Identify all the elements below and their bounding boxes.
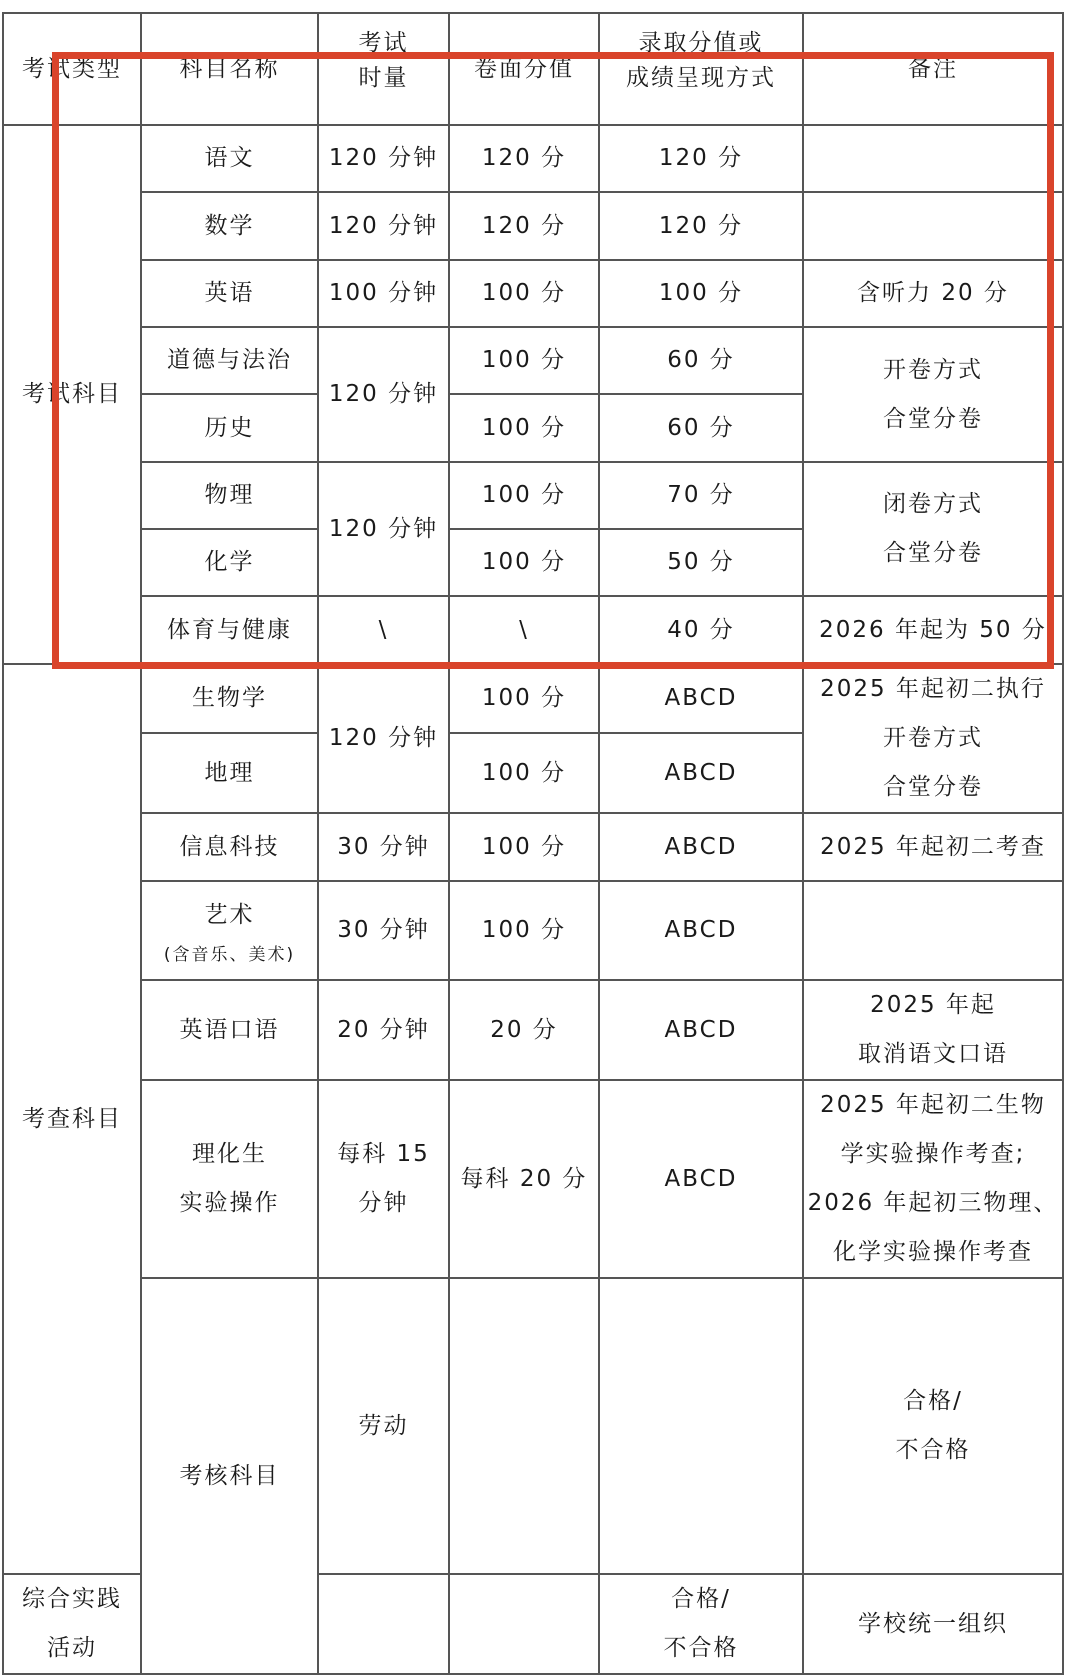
subject-cell: 物理 [141,462,318,529]
subject-cell: 历史 [141,394,318,462]
duration-cell: 120 分钟 [318,327,449,462]
note-cell: 2026 年起为 50 分 [803,596,1063,664]
header-duration: 考试 时量 [318,13,449,125]
score-cell: 100 分 [449,260,599,327]
note-cell: 闭卷方式 合堂分卷 [803,462,1063,596]
result-cell: ABCD [599,1080,803,1278]
score-cell [599,1278,803,1574]
duration-cell: 100 分钟 [318,260,449,327]
table-row [3,327,1063,394]
note-cell [803,125,1063,192]
duration-cell: 每科 15 分钟 [318,1080,449,1278]
result-cell: 合格/ 不合格 [803,1278,1063,1574]
result-cell: 70 分 [599,462,803,529]
subject-cell: 数学 [141,192,318,260]
result-cell: ABCD [599,881,803,980]
subject-cell: 英语口语 [141,980,318,1080]
duration-cell: 120 分钟 [318,192,449,260]
score-cell: 20 分 [449,980,599,1080]
score-cell: 每科 20 分 [449,1080,599,1278]
score-cell [449,1574,599,1674]
score-cell: 100 分 [449,664,599,733]
subject-cell: 化学 [141,529,318,596]
duration-cell: \ [318,596,449,664]
duration-cell: 20 分钟 [318,980,449,1080]
subject-cell: 地理 [141,733,318,813]
subject-cell: 艺术 (含音乐、美术) [141,881,318,980]
result-cell: ABCD [599,813,803,881]
subject-cell: 道德与法治 [141,327,318,394]
note-cell: 含听力 20 分 [803,260,1063,327]
score-cell: 100 分 [449,733,599,813]
duration-cell: 120 分钟 [318,462,449,596]
score-cell: 120 分 [449,192,599,260]
subject-cell: 信息科技 [141,813,318,881]
result-cell: 50 分 [599,529,803,596]
table-row [3,1080,1063,1278]
note-cell: 开卷方式 合堂分卷 [803,327,1063,462]
score-cell: 100 分 [449,462,599,529]
duration-cell: 30 分钟 [318,881,449,980]
result-cell: 60 分 [599,394,803,462]
result-cell: ABCD [599,733,803,813]
result-cell: 120 分 [599,125,803,192]
score-cell: 120 分 [449,125,599,192]
duration-cell [318,1574,449,1674]
duration-cell [449,1278,599,1574]
group-check: 考查科目 [3,664,141,1574]
table-row [3,813,1063,881]
score-cell: 100 分 [449,813,599,881]
header-result: 录取分值或 成绩呈现方式 [599,13,803,125]
table-row [3,1278,1063,1574]
note-cell: 2025 年起初二考查 [803,813,1063,881]
result-cell: 60 分 [599,327,803,394]
table-row [3,260,1063,327]
score-cell: 100 分 [449,529,599,596]
group-exam: 考试科目 [3,125,141,664]
note-cell: 2025 年起初二生物 学实验操作考查; 2026 年起初三物理、 化学实验操作考查 [803,1080,1063,1278]
result-cell: 40 分 [599,596,803,664]
note-cell: 2025 年起 取消语文口语 [803,980,1063,1080]
result-cell: 100 分 [599,260,803,327]
table-row [3,881,1063,980]
subject-cell: 体育与健康 [141,596,318,664]
score-cell: 100 分 [449,327,599,394]
duration-cell: 120 分钟 [318,664,449,813]
subject-cell: 劳动 [318,1278,449,1574]
result-cell: ABCD [599,980,803,1080]
subject-cell: 生物学 [141,664,318,733]
exam-subject-table [2,12,1064,1675]
table-row [3,125,1063,192]
header-score: 卷面分值 [449,13,599,125]
note-cell: 2025 年起初二执行 开卷方式 合堂分卷 [803,664,1063,813]
subject-cell: 英语 [141,260,318,327]
table-row [3,596,1063,664]
result-cell: ABCD [599,664,803,733]
table-row [3,980,1063,1080]
header-row [3,13,1063,125]
table-row [3,664,1063,733]
score-cell: 100 分 [449,881,599,980]
score-cell: 100 分 [449,394,599,462]
header-type: 考试类型 [3,13,141,125]
note-cell: 学校统一组织 [803,1574,1063,1674]
duration-cell: 30 分钟 [318,813,449,881]
table-row [3,192,1063,260]
result-cell: 120 分 [599,192,803,260]
table-row [3,462,1063,529]
note-cell [803,881,1063,980]
header-note: 备注 [803,13,1063,125]
note-cell [803,192,1063,260]
subject-cell: 语文 [141,125,318,192]
result-cell: 合格/ 不合格 [599,1574,803,1674]
subject-cell: 综合实践 活动 [3,1574,141,1674]
group-assess: 考核科目 [141,1278,318,1674]
score-cell: \ [449,596,599,664]
header-subject: 科目名称 [141,13,318,125]
duration-cell: 120 分钟 [318,125,449,192]
subject-cell: 理化生 实验操作 [141,1080,318,1278]
